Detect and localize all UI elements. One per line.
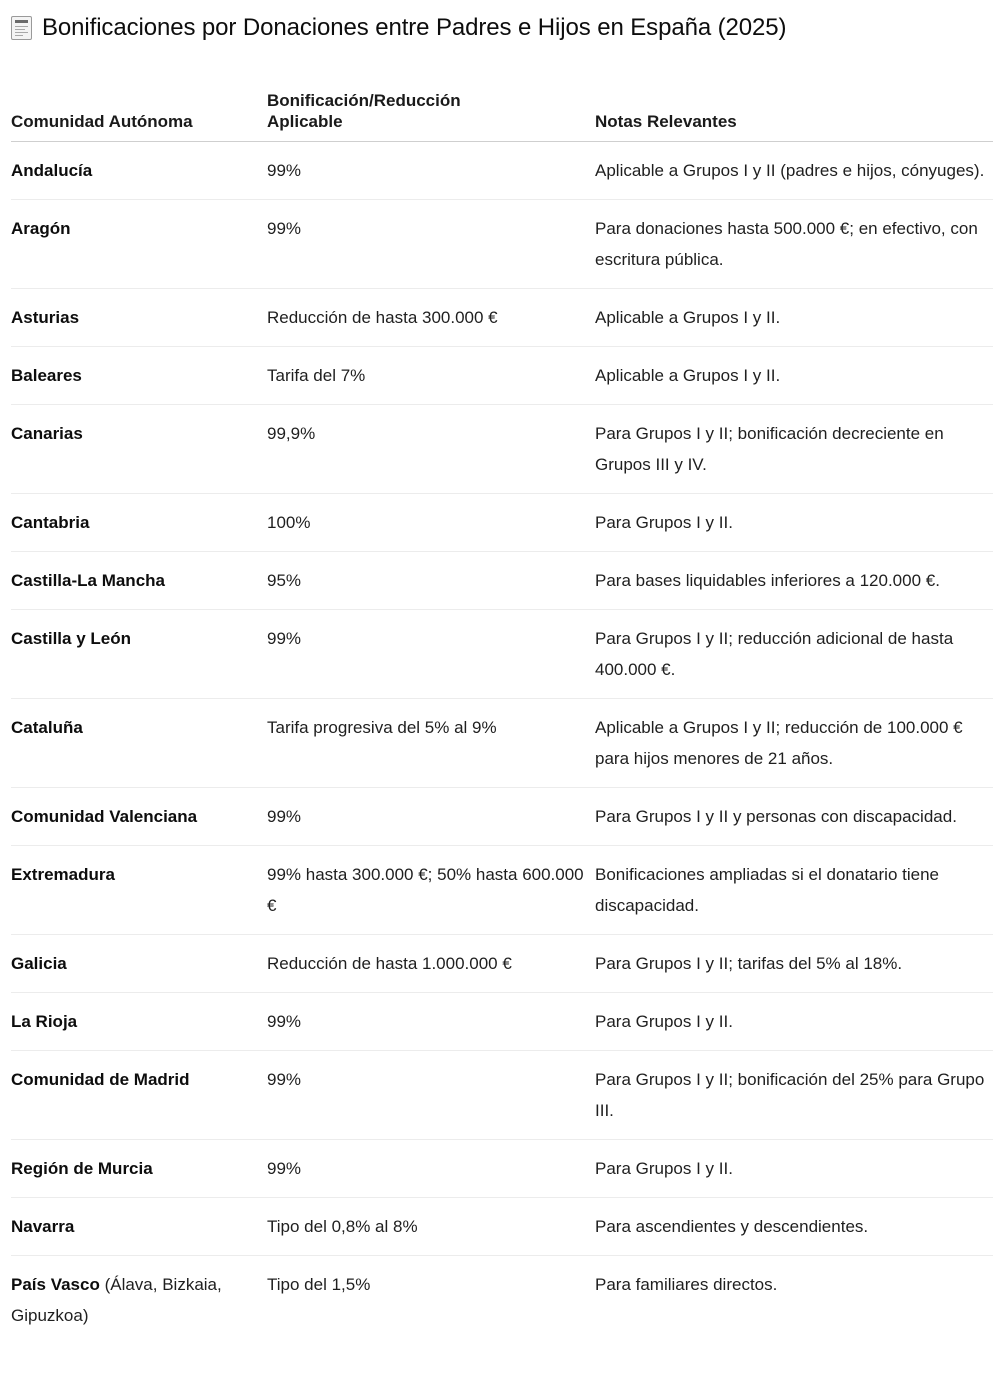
table-row xyxy=(11,788,993,846)
table-row xyxy=(11,1051,993,1140)
cell-bonus: 95% xyxy=(267,552,595,610)
table-row xyxy=(11,347,993,405)
cell-bonus: 99% xyxy=(267,1051,595,1140)
cell-notes: Para Grupos I y II. xyxy=(595,1140,993,1198)
region-name: Aragón xyxy=(11,219,71,238)
cell-region xyxy=(11,1198,267,1256)
table-row xyxy=(11,200,993,289)
cell-bonus: 100% xyxy=(267,494,595,552)
cell-bonus: Reducción de hasta 1.000.000 € xyxy=(267,935,595,993)
region-name: Extremadura xyxy=(11,865,115,884)
cell-notes: Para Grupos I y II; reducción adicional de hasta 400.000 €. xyxy=(595,610,993,699)
cell-notes: Aplicable a Grupos I y II. xyxy=(595,289,993,347)
cell-notes: Para ascendientes y descendientes. xyxy=(595,1198,993,1256)
cell-region xyxy=(11,552,267,610)
table-header-row xyxy=(11,82,993,142)
cell-bonus: 99% hasta 300.000 €; 50% hasta 600.000 € xyxy=(267,846,595,935)
region-name: Andalucía xyxy=(11,161,93,180)
cell-region xyxy=(11,993,267,1051)
cell-notes: Para donaciones hasta 500.000 €; en efectivo, con escritura pública. xyxy=(595,200,993,289)
table-row xyxy=(11,1140,993,1198)
cell-notes: Para Grupos I y II. xyxy=(595,494,993,552)
table-row xyxy=(11,405,993,494)
cell-region xyxy=(11,289,267,347)
region-name: Comunidad de Madrid xyxy=(11,1070,190,1089)
cell-notes: Para Grupos I y II; tarifas del 5% al 18%. xyxy=(595,935,993,993)
region-name: Asturias xyxy=(11,308,80,327)
cell-bonus: 99% xyxy=(267,788,595,846)
table-row xyxy=(11,1256,993,1345)
cell-notes: Para Grupos I y II; bonificación decreciente en Grupos III y IV. xyxy=(595,405,993,494)
region-name: Castilla y León xyxy=(11,629,131,648)
column-header-bonus: Bonificación/Reducción Aplicable xyxy=(267,82,595,142)
cell-region xyxy=(11,610,267,699)
cell-region xyxy=(11,935,267,993)
cell-bonus: Tipo del 1,5% xyxy=(267,1275,371,1294)
cell-bonus: 99% xyxy=(267,993,595,1051)
table-row xyxy=(11,846,993,935)
cell-region xyxy=(11,788,267,846)
page-title: Bonificaciones por Donaciones entre Padres e Hijos en España (2025) xyxy=(42,14,787,41)
cell-notes: Para Grupos I y II; bonificación del 25% para Grupo III. xyxy=(595,1051,993,1140)
cell-region xyxy=(11,1140,267,1198)
cell-region xyxy=(11,200,267,289)
region-extra: (Álava, Bizkaia, Gipuzkoa) xyxy=(11,1275,222,1325)
region-name: Castilla-La Mancha xyxy=(11,571,165,590)
cell-bonus: 99% xyxy=(267,142,595,200)
table-row xyxy=(11,142,993,200)
cell-region xyxy=(11,699,267,788)
donations-table xyxy=(11,82,993,1344)
table-row xyxy=(11,552,993,610)
cell-bonus: Tarifa progresiva del 5% al 9% xyxy=(267,699,595,788)
region-name: Baleares xyxy=(11,366,82,385)
cell-notes: Para Grupos I y II. xyxy=(595,993,993,1051)
receipt-icon xyxy=(11,16,32,40)
cell-notes: Para bases liquidables inferiores a 120.000 €. xyxy=(595,552,993,610)
table-body xyxy=(11,142,993,1345)
cell-bonus: 99,9% xyxy=(267,405,595,494)
title-row xyxy=(11,14,786,42)
region-name: La Rioja xyxy=(11,1012,78,1031)
table-row xyxy=(11,1198,993,1256)
cell-notes: Bonificaciones ampliadas si el donatario tiene discapacidad. xyxy=(595,846,993,935)
table-row xyxy=(11,993,993,1051)
cell-region xyxy=(11,846,267,935)
column-header-notes: Notas Relevantes xyxy=(595,82,993,142)
table-row xyxy=(11,610,993,699)
cell-bonus: Reducción de hasta 300.000 € xyxy=(267,289,595,347)
cell-region xyxy=(11,347,267,405)
region-name: Canarias xyxy=(11,424,83,443)
cell-region xyxy=(11,494,267,552)
cell-region xyxy=(11,1051,267,1140)
region-name: Comunidad Valenciana xyxy=(11,807,198,826)
table-row xyxy=(11,289,993,347)
cell-notes: Para familiares directos. xyxy=(595,1275,778,1294)
cell-bonus: 99% xyxy=(267,200,595,289)
cell-bonus: Tarifa del 7% xyxy=(267,347,595,405)
cell-region xyxy=(11,1256,267,1345)
column-header-region: Comunidad Autónoma xyxy=(11,82,267,142)
region-name: Cataluña xyxy=(11,718,83,737)
cell-region xyxy=(11,142,267,200)
region-name: Región de Murcia xyxy=(11,1159,153,1178)
region-name: Galicia xyxy=(11,954,67,973)
cell-region xyxy=(11,405,267,494)
cell-notes: Aplicable a Grupos I y II; reducción de 100.000 € para hijos menores de 21 años. xyxy=(595,699,993,788)
cell-bonus: Tipo del 0,8% al 8% xyxy=(267,1198,595,1256)
table-row xyxy=(11,699,993,788)
cell-notes: Para Grupos I y II y personas con discapacidad. xyxy=(595,788,993,846)
cell-bonus: 99% xyxy=(267,610,595,699)
table-row xyxy=(11,494,993,552)
table-row xyxy=(11,935,993,993)
cell-notes: Aplicable a Grupos I y II (padres e hijos, cónyuges). xyxy=(595,142,993,200)
cell-notes: Aplicable a Grupos I y II. xyxy=(595,347,993,405)
region-name: Navarra xyxy=(11,1217,75,1236)
cell-bonus: 99% xyxy=(267,1140,595,1198)
region-name: País Vasco xyxy=(11,1275,100,1294)
region-name: Cantabria xyxy=(11,513,90,532)
